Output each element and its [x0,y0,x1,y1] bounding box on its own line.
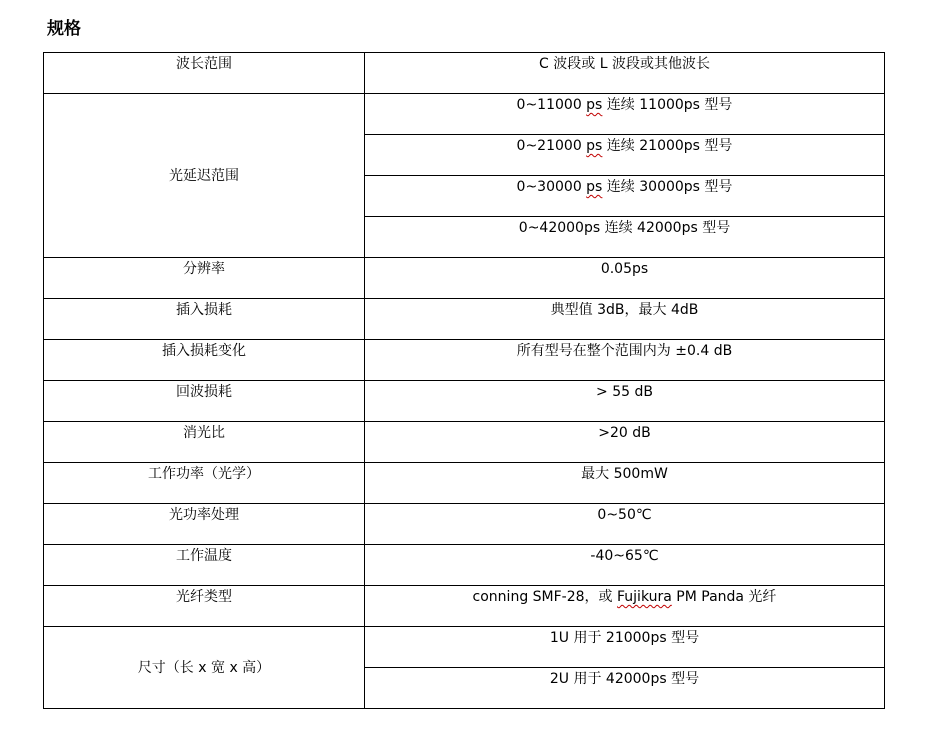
param-label: 回波损耗 [176,384,232,400]
param-label: 分辨率 [183,261,225,277]
value-cell [365,545,885,586]
value-text: 1U 用于 21000ps 型号 [549,630,700,646]
table-row [44,53,885,94]
param-cell [44,381,365,422]
param-label: 工作功率（光学） [148,466,260,482]
param-cell [44,627,365,709]
param-label: 波长范围 [176,56,232,72]
param-cell [44,586,365,627]
value-cell [365,299,885,340]
value-cell [365,94,885,135]
table-row [44,94,885,135]
value-cell [365,586,885,627]
param-label: 插入损耗 [176,302,232,318]
value-cell [365,176,885,217]
value-cell [365,504,885,545]
param-label: 工作温度 [176,548,232,564]
value-cell [365,53,885,94]
param-label: 插入损耗变化 [162,343,246,359]
value-text: C 波段或 L 波段或其他波长 [539,56,710,72]
param-cell [44,504,365,545]
value-text: 所有型号在整个范围内为 ±0.4 dB [516,343,733,359]
param-cell [44,258,365,299]
value-text: 0~21000 ps 连续 21000ps 型号 [516,138,733,154]
value-text: 0~42000ps 连续 42000ps 型号 [518,220,731,236]
value-cell [365,135,885,176]
value-cell [365,463,885,504]
table-row [44,422,885,463]
value-text: 最大 500mW [581,466,668,482]
value-cell [365,627,885,668]
value-text: 2U 用于 42000ps 型号 [549,671,700,687]
value-text: 0~30000 ps 连续 30000ps 型号 [516,179,733,195]
page-title: 规格 [47,19,81,39]
value-text: conning SMF-28，或 Fujikura PM Panda 光纤 [472,589,777,605]
value-text: 0~50℃ [597,507,652,523]
value-text: 0.05ps [600,261,649,277]
param-cell [44,299,365,340]
param-cell [44,463,365,504]
param-label: 消光比 [183,425,225,441]
value-cell [365,381,885,422]
table-row [44,381,885,422]
table-row [44,258,885,299]
param-label: 尺寸（长 x 宽 x 高） [137,659,271,676]
param-cell [44,53,365,94]
spec-table [43,52,885,709]
value-text: 典型值 3dB，最大 4dB [550,302,699,318]
param-cell [44,340,365,381]
table-row [44,299,885,340]
value-text: 0~11000 ps 连续 11000ps 型号 [516,97,733,113]
value-cell [365,340,885,381]
param-cell [44,94,365,258]
value-text: -40~65℃ [590,548,659,564]
param-cell [44,545,365,586]
param-label: 光功率处理 [169,507,239,523]
table-row [44,627,885,668]
param-label: 光延迟范围 [169,167,239,184]
table-row [44,463,885,504]
param-cell [44,422,365,463]
param-label: 光纤类型 [176,589,232,605]
value-text: > 55 dB [596,384,653,400]
value-cell [365,422,885,463]
value-cell [365,668,885,709]
table-row [44,504,885,545]
table-row [44,340,885,381]
table-row [44,586,885,627]
value-cell [365,217,885,258]
table-row [44,545,885,586]
value-text: >20 dB [598,425,651,441]
value-cell [365,258,885,299]
